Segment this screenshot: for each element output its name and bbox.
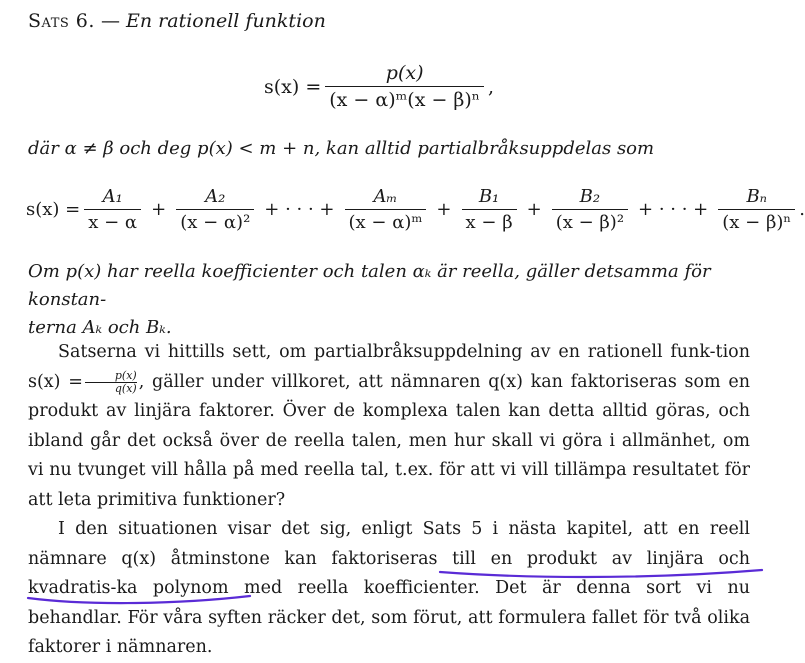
term-a2-numerator: A₂ [205,186,226,207]
theorem-heading [28,10,326,32]
term-b2-numerator: B₂ [579,186,601,207]
paragraph-1 [28,338,750,515]
term-b1 [462,186,517,233]
term-am [345,186,427,233]
formula1-denominator: (x − α)ᵐ(x − β)ⁿ [325,86,484,111]
plus-sign: + [526,199,542,220]
heading-dash: — [100,10,120,32]
theorem-title: En rationell funktion [126,10,326,32]
inline-fraction-numerator: p(x) [114,368,137,382]
term-a2 [176,186,254,233]
formula-partial-fractions [26,186,805,233]
plus-sign: + [436,199,452,220]
term-am-denominator: (x − α)ᵐ [345,209,427,233]
inline-fraction-denominator: q(x) [85,382,137,395]
term-a1 [84,186,141,233]
term-bn-numerator: Bₙ [746,186,767,207]
formula2-trail: . [799,199,805,220]
term-am-numerator: Aₘ [373,186,398,207]
ellipsis-plus: + · · · + [638,199,709,220]
formula1-lhs: s(x) = [264,75,322,98]
term-bn-denominator: (x − β)ⁿ [718,209,795,233]
formula1-numerator: p(x) [385,62,424,84]
term-a1-numerator: A₁ [102,186,123,207]
theorem-note-line1: Om p(x) har reella koefficienter och talen αₖ är reella, gäller detsamma för konstan- [28,261,711,310]
formula1-fraction [325,62,484,111]
formula1-trail: , [488,75,495,98]
theorem-note-line2: terna Aₖ och Bₖ. [28,317,172,338]
plus-sign: + [151,199,167,220]
term-a1-denominator: x − α [84,209,141,233]
ellipsis-plus: + · · · + [264,199,335,220]
term-b2 [552,186,628,233]
theorem-note [28,258,748,342]
theorem-condition: där α ≠ β och deg p(x) < m + n, kan alltid partialbråksuppdelas som [28,138,655,159]
term-a2-denominator: (x − α)² [176,209,254,233]
paragraph-1-lead: Satserna vi hittills sett, om partialbråksuppdelning av en rationell funk-tion s(x) = [28,342,750,392]
formula-rational-function [264,62,494,111]
theorem-label: Sats 6. [28,10,95,32]
inline-fraction [85,370,137,395]
term-b1-denominator: x − β [462,209,517,233]
formula2-lhs: s(x) = [26,199,81,220]
term-b2-denominator: (x − β)² [552,209,628,233]
body-text [28,338,750,663]
term-b1-numerator: B₁ [478,186,500,207]
term-bn [718,186,795,233]
paragraph-2: I den situationen visar det sig, enligt Sats 5 i nästa kapitel, att en reell nämnare q(x) åtminstone kan faktoriseras till en produkt av linjära och kvadratis-ka polynom med reella koefficienter. Det är denna sort vi nu behandlar. För våra syften räcker det, som förut, att formulera fallet för två olika faktorer i nämnaren. [28,519,750,657]
paragraph-1-rest: , gäller under villkoret, att nämnaren q(x) kan faktoriseras som en produkt av linjära faktorer. Över de komplexa talen kan detta alltid göras, och ibland går det också över de reella talen, men hur skall vi göra i allmänhet, om vi nu tvunget vill hålla på med reella tal, t.ex. för att vi vill tillämpa resultatet för att leta primitiva funktioner? [28,371,750,510]
